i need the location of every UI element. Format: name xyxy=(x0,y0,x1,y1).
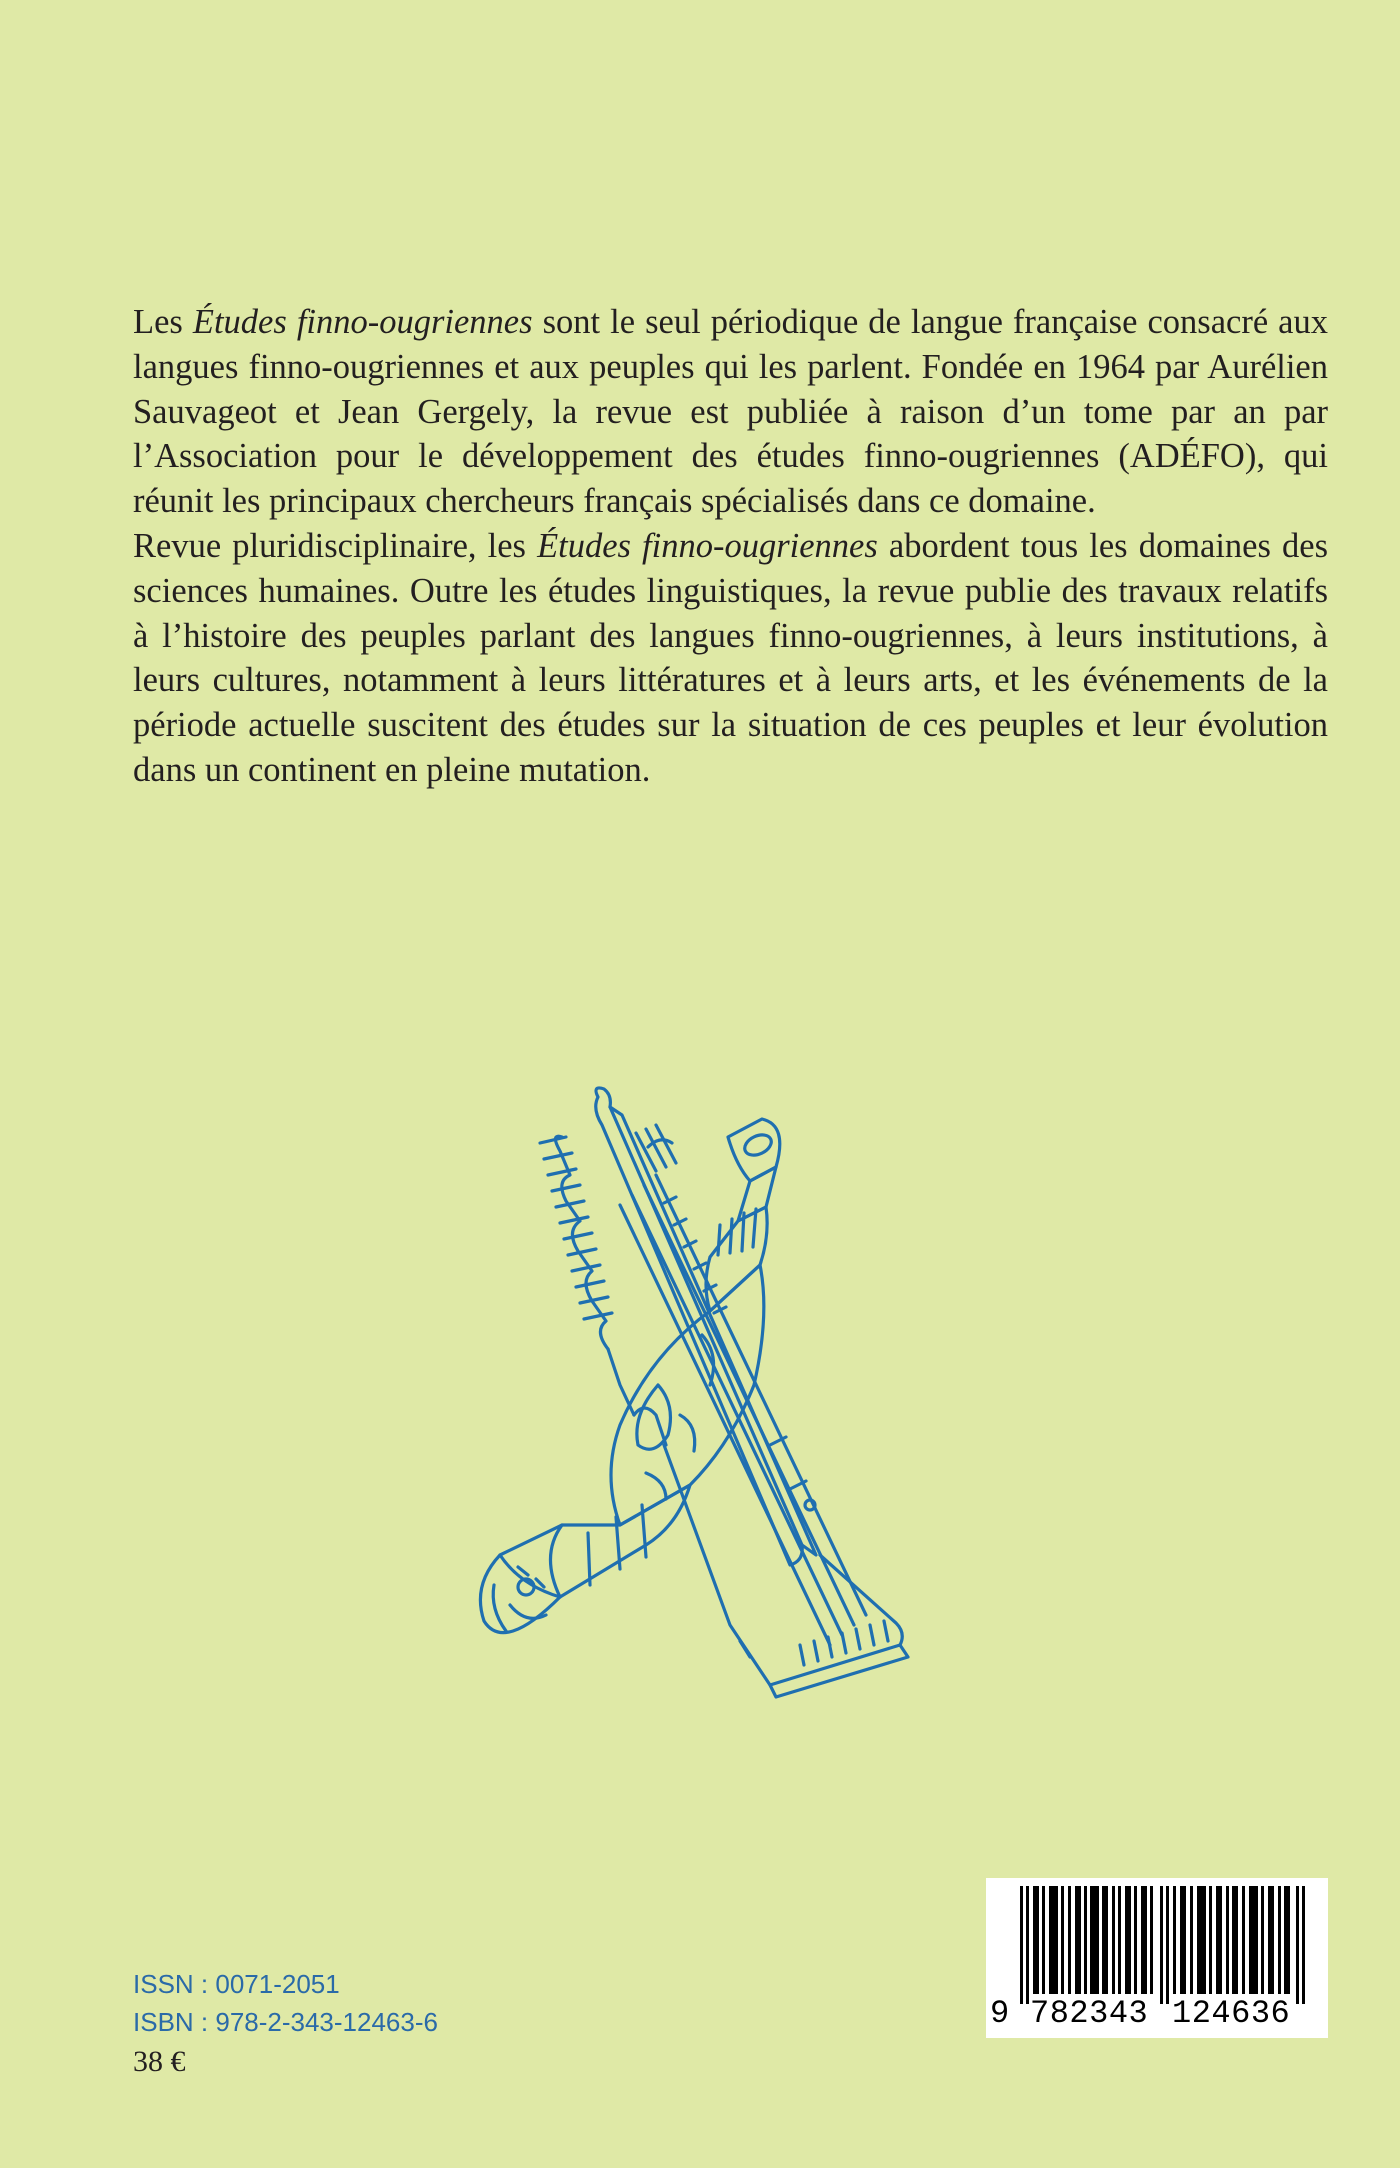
barcode-bars xyxy=(1020,1886,1310,2006)
barcode-right-group: 124636 xyxy=(1172,1995,1291,2032)
issn-label: ISSN : 0071-2051 xyxy=(133,1969,340,1999)
isbn-label: ISBN : 978-2-343-12463-6 xyxy=(133,2007,438,2037)
barcode-first-digit: 9 xyxy=(990,1995,1010,2032)
isbn-barcode xyxy=(986,1878,1328,2038)
journal-title: Études finno-ougriennes xyxy=(192,303,533,341)
barcode-left-group: 782343 xyxy=(1030,1995,1149,2032)
description-paragraph-1: Les Études finno-ougriennes sont le seul périodique de langue française consacré aux langues finno-ougriennes et aux peuples qui les parlent. Fondée en 1964 par Aurélien Sauvageot et Jean Gergely, la revue est publiée à raison d’un tome par an par l’Association pour le développement des études finno-ougriennes (ADÉFO), qui réunit les principaux chercheurs français spécialisés dans ce domaine. xyxy=(133,303,1328,521)
publication-identifiers xyxy=(133,1965,438,2041)
journal-title: Études finno-ougriennes xyxy=(537,526,878,565)
folk-instruments-illustration xyxy=(470,1085,1010,1725)
back-cover-description xyxy=(133,300,1328,793)
zither-drawing xyxy=(540,1088,908,1697)
description-paragraph-2: Revue pluridisciplinaire, les Études finno-ougriennes abordent tous les domaines des sciences humaines. Outre les études linguistiques, la revue publie des travaux relatifs à l’histoire des peuples parlant des langues finno-ougriennes, à leurs institutions, à leurs cultures, notamment à leurs littératures et à leurs arts, et les événements de la période actuelle suscitent des études sur la situation de ces peuples et leur évolution dans un continent en pleine mutation. xyxy=(133,526,1328,789)
price-label: 38 € xyxy=(133,2045,186,2078)
